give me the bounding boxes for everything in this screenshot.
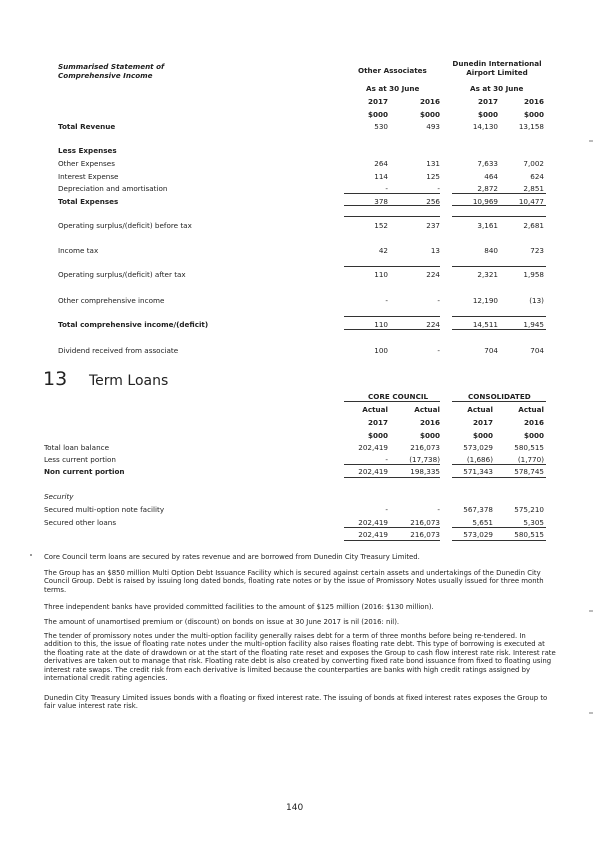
total-expenses-bottom-rule-left [344, 205, 440, 206]
row-label: Interest Expense [58, 172, 119, 181]
cell-value: 723 [530, 246, 544, 255]
row-label: Total Expenses [58, 197, 119, 206]
cell-value: 256 [426, 197, 440, 206]
cell-value: 42 [378, 246, 388, 255]
margin-rule [589, 712, 593, 714]
cell-value: 202,419 [358, 443, 388, 452]
column-actual: Actual [518, 405, 544, 414]
column-unit: $000 [472, 431, 493, 440]
margin-rule [589, 140, 593, 142]
cell-value: 202,419 [358, 530, 388, 539]
cell-value: (1,686) [466, 455, 493, 464]
paragraph-1: Core Council term loans are secured by rates revenue and are borrowed from Dunedin City Treasury Limited. [44, 553, 420, 561]
row-label: Total Revenue [58, 122, 116, 131]
cell-value: 3,161 [477, 221, 498, 230]
cell-value: 1,945 [523, 320, 544, 329]
section-title: Term Loans [89, 373, 169, 389]
cell-value: 224 [426, 320, 440, 329]
column-unit: $000 [523, 431, 544, 440]
cell-value: 110 [374, 270, 388, 279]
cell-value: - [385, 455, 388, 464]
section-number: 13 [43, 368, 68, 390]
row-label: Secured multi-option note facility [44, 505, 165, 514]
cell-value: 493 [426, 122, 440, 131]
cell-value: 2,872 [477, 184, 498, 193]
cell-value: (13) [529, 296, 544, 305]
non-current-bottom-rule-left [344, 477, 440, 478]
cell-value: - [437, 184, 440, 193]
column-year: 2017 [367, 97, 388, 106]
row-label: Less Expenses [58, 146, 117, 155]
total-expenses-bottom-rule-right [452, 205, 546, 206]
total-expenses-top-rule-left [344, 193, 440, 194]
cell-value: 264 [374, 159, 388, 168]
consolidated-header-rule [452, 401, 546, 402]
cell-value: 202,419 [358, 467, 388, 476]
total-comp-bottom-rule-left [344, 329, 440, 330]
group-header-dunedin-airport [450, 59, 544, 77]
op-after-tax-top-rule-right [452, 266, 546, 267]
row-label: Total loan balance [44, 443, 110, 452]
cell-value: 224 [426, 270, 440, 279]
page-number: 140 [286, 803, 304, 813]
cell-value: 5,305 [523, 518, 544, 527]
cell-value: 704 [484, 346, 498, 355]
non-current-top-rule-right [452, 464, 546, 465]
row-label: Secured other loans [44, 518, 117, 527]
row-label: Other Expenses [58, 159, 115, 168]
summary-title-line2: Comprehensive Income [58, 71, 153, 80]
cell-value: 198,335 [410, 467, 440, 476]
as-at-label-2: As at 30 June [470, 84, 524, 93]
cell-value: - [437, 296, 440, 305]
cell-value: 7,002 [523, 159, 544, 168]
column-unit: $000 [367, 110, 388, 119]
row-label: Depreciation and amortisation [58, 184, 168, 193]
cell-value: - [385, 296, 388, 305]
total-secured-top-rule-right [452, 527, 546, 528]
group-header-dunedin-airport-line2: Airport Limited [466, 68, 528, 77]
cell-value: 7,633 [477, 159, 498, 168]
total-expenses-top-rule-right [452, 193, 546, 194]
margin-rule [589, 610, 593, 612]
cell-value: 14,511 [472, 320, 498, 329]
cell-value: 580,515 [514, 443, 544, 452]
op-before-tax-top-rule-right [452, 216, 546, 217]
cell-value: 125 [426, 172, 440, 181]
cell-value: 13 [430, 246, 440, 255]
cell-value: 571,343 [463, 467, 493, 476]
row-label: Operating surplus/(deficit) before tax [58, 221, 192, 230]
column-year: 2016 [419, 418, 440, 427]
margin-dot [30, 554, 32, 556]
column-year: 2016 [419, 97, 440, 106]
cell-value: - [437, 346, 440, 355]
cell-value: 1,958 [523, 270, 544, 279]
column-year: 2017 [367, 418, 388, 427]
cell-value: 216,073 [410, 443, 440, 452]
column-unit: $000 [419, 431, 440, 440]
column-unit: $000 [367, 431, 388, 440]
row-label: Other comprehensive income [58, 296, 165, 305]
cell-value: 580,515 [514, 530, 544, 539]
as-at-label-1: As at 30 June [366, 84, 420, 93]
row-label: Operating surplus/(deficit) after tax [58, 270, 186, 279]
paragraph-5: The tender of promissory notes under the multi-option facility generally raises debt for a term of three months before being re-tendered. In addition to this, the issue of floating rate notes under the multi-option facility also raises floating rate debt. This type of borrowing is executed at the floating rate at the date of drawdown or at the start of the floating rate reset and exposes the Group to cash flow interest rate risk. Interest rate derivatives are taken out to manage that risk. Floating rate debt is also created by converting fixed rate bond issuance from fixed to floating using interest rate swaps. The credit risk from each derivative is limited because the counterparties are banks with high credit ratings assigned by international credit rating agencies. [44, 632, 556, 683]
cell-value: 202,419 [358, 518, 388, 527]
column-year: 2016 [523, 418, 544, 427]
cell-value: 530 [374, 122, 388, 131]
cell-value: 10,477 [518, 197, 544, 206]
cell-value: 216,073 [410, 518, 440, 527]
paragraph-4: The amount of unamortised premium or (discount) on bonds on issue at 30 June 2017 is nil (2016: nil). [44, 618, 400, 626]
cell-value: 2,681 [523, 221, 544, 230]
column-actual: Actual [414, 405, 440, 414]
cell-value: - [385, 505, 388, 514]
cell-value: 5,651 [472, 518, 493, 527]
total-comp-top-rule-left [344, 316, 440, 317]
cell-value: 575,210 [514, 505, 544, 514]
cell-value: (1,770) [517, 455, 544, 464]
cell-value: 14,130 [472, 122, 498, 131]
column-year: 2017 [472, 418, 493, 427]
column-unit: $000 [419, 110, 440, 119]
group-header-other-associates: Other Associates [358, 66, 427, 75]
paragraph-3: Three independent banks have provided committed facilities to the amount of $125 million (2016: $130 million). [44, 603, 434, 611]
row-label: Less current portion [44, 455, 116, 464]
cell-value: 624 [530, 172, 544, 181]
cell-value: 378 [374, 197, 388, 206]
non-current-bottom-rule-right [452, 477, 546, 478]
paragraph-6: Dunedin City Treasury Limited issues bonds with a floating or fixed interest rate. The issuing of bonds at fixed interest rates exposes the Group to fair value interest rate risk. [44, 694, 548, 711]
row-label: Non current portion [44, 467, 125, 476]
total-secured-top-rule-left [344, 527, 440, 528]
cell-value: 567,378 [463, 505, 493, 514]
cell-value: - [437, 505, 440, 514]
cell-value: 573,029 [463, 530, 493, 539]
cell-value: 237 [426, 221, 440, 230]
column-year: 2017 [477, 97, 498, 106]
total-secured-bottom-rule-left [344, 540, 440, 541]
cell-value: 10,969 [472, 197, 498, 206]
column-unit: $000 [477, 110, 498, 119]
group-header-dunedin-airport-line1: Dunedin International [452, 59, 542, 68]
cell-value: 704 [530, 346, 544, 355]
column-unit: $000 [523, 110, 544, 119]
cell-value: 464 [484, 172, 498, 181]
group-header-core-council: CORE COUNCIL [368, 392, 429, 401]
total-comp-bottom-rule-right [452, 329, 546, 330]
op-before-tax-top-rule-left [344, 216, 440, 217]
cell-value: 2,321 [477, 270, 498, 279]
summary-title-line1: Summarised Statement of [58, 62, 165, 71]
row-label: Dividend received from associate [58, 346, 179, 355]
column-actual: Actual [467, 405, 493, 414]
summary-title [58, 62, 164, 80]
row-label: Total comprehensive income/(deficit) [58, 320, 209, 329]
column-actual: Actual [362, 405, 388, 414]
row-label: Security [44, 492, 74, 501]
cell-value: 131 [426, 159, 440, 168]
cell-value: 578,745 [514, 467, 544, 476]
cell-value: 114 [374, 172, 388, 181]
cell-value: 216,073 [410, 530, 440, 539]
cell-value: 110 [374, 320, 388, 329]
core-council-header-rule [344, 401, 440, 402]
cell-value: 100 [374, 346, 388, 355]
cell-value: 2,851 [523, 184, 544, 193]
group-header-consolidated: CONSOLIDATED [468, 392, 531, 401]
non-current-top-rule-left [344, 464, 440, 465]
cell-value: 573,029 [463, 443, 493, 452]
total-comp-top-rule-right [452, 316, 546, 317]
total-secured-bottom-rule-right [452, 540, 546, 541]
paragraph-2: The Group has an $850 million Multi Option Debt Issuance Facility which is secured against certain assets and undertakings of the Dunedin City Council Group. Debt is raised by issuing long dated bonds, floating rate notes or by the issue of Promissory Notes usually issued for three month terms. [44, 569, 544, 594]
cell-value: (17,738) [409, 455, 440, 464]
cell-value: 152 [374, 221, 388, 230]
cell-value: 840 [484, 246, 498, 255]
cell-value: 12,190 [472, 296, 498, 305]
column-year: 2016 [523, 97, 544, 106]
row-label: Income tax [58, 246, 99, 255]
cell-value: 13,158 [518, 122, 544, 131]
cell-value: - [385, 184, 388, 193]
op-after-tax-top-rule-left [344, 266, 440, 267]
